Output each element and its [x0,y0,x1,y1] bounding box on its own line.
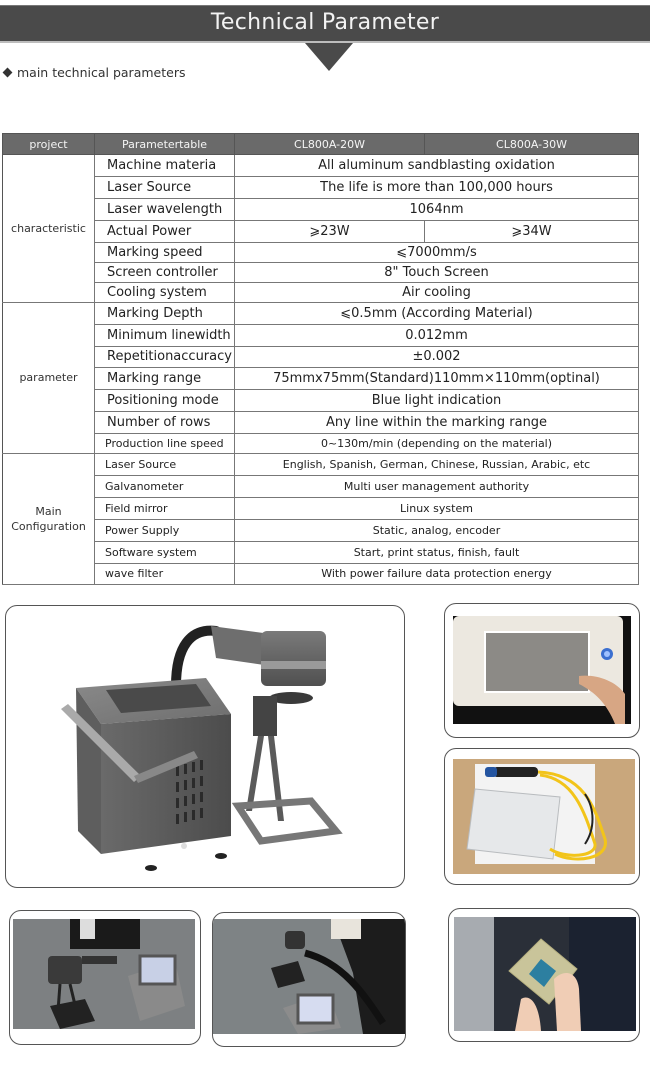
table-row [3,303,639,325]
row-value: Air cooling [235,283,639,303]
header-project: project [3,134,95,155]
row-label: Minimum linewidth [95,325,235,347]
spec-table [2,133,639,585]
row-label: Machine materia [95,155,235,177]
row-value: 0~130m/min (depending on the material) [235,433,639,453]
table-header-row [3,134,639,155]
row-label: Marking speed [95,243,235,263]
row-label: Production line speed [95,433,235,453]
row-value: ±0.002 [235,346,639,368]
row-label: Galvanometer [95,475,235,497]
table-row [3,453,639,475]
photo-chip-sample [448,908,640,1042]
diamond-icon [3,68,13,78]
row-label: Power Supply [95,519,235,541]
row-value: All aluminum sandblasting oxidation [235,155,639,177]
photo-laser-source [444,748,640,885]
touch-screen-illustration [445,604,640,738]
table-row [3,563,639,585]
group-main-configuration: Main Configuration [3,453,95,585]
group-characteristic: characteristic [3,155,95,303]
row-value: 8" Touch Screen [235,263,639,283]
row-value: Static, analog, encoder [235,519,639,541]
row-label: Laser wavelength [95,199,235,221]
row-value: ⩽7000mm/s [235,243,639,263]
row-label: Cooling system [95,283,235,303]
row-value: Linux system [235,497,639,519]
row-label: Field mirror [95,497,235,519]
row-label: wave filter [95,563,235,585]
table-row [3,390,639,412]
header-parameter: Parametertable [95,134,235,155]
chip-sample-illustration [449,909,640,1042]
table-row [3,221,639,243]
section-subtitle [2,65,185,80]
row-value: Any line within the marking range [235,411,639,433]
row-value: Blue light indication [235,390,639,412]
table-row [3,325,639,347]
row-label: Laser Source [95,453,235,475]
table-row [3,497,639,519]
row-value: 0.012mm [235,325,639,347]
table-row [3,263,639,283]
row-label: Actual Power [95,221,235,243]
table-row [3,177,639,199]
row-value: Multi user management authority [235,475,639,497]
banner-arrow-icon [305,43,353,71]
row-label: Number of rows [95,411,235,433]
row-label: Software system [95,541,235,563]
table-row [3,155,639,177]
header-30w: CL800A-30W [425,134,639,155]
row-label: Repetitionaccuracy [95,346,235,368]
laser-source-illustration [445,749,640,885]
table-row [3,411,639,433]
row-value-20w: ⩾23W [235,221,425,243]
table-row [3,541,639,563]
row-value: Start, print status, finish, fault [235,541,639,563]
row-value: 75mmx75mm(Standard)110mm×110mm(optinal) [235,368,639,390]
table-row [3,519,639,541]
table-row [3,346,639,368]
page-title: Technical Parameter [210,10,440,35]
photo-usage-1 [9,910,201,1045]
row-value-30w: ⩾34W [425,221,639,243]
usage-scene-2-illustration [213,913,406,1047]
row-value: The life is more than 100,000 hours [235,177,639,199]
table-row [3,433,639,453]
table-row [3,368,639,390]
usage-scene-1-illustration [10,911,201,1045]
row-value: English, Spanish, German, Chinese, Russian, Arabic, etc [235,453,639,475]
table-row [3,243,639,263]
row-label: Screen controller [95,263,235,283]
header-20w: CL800A-20W [235,134,425,155]
row-label: Laser Source [95,177,235,199]
laser-machine-illustration [6,606,405,888]
photo-main-machine [5,605,405,888]
photo-touch-screen [444,603,640,738]
row-value: With power failure data protection energy [235,563,639,585]
row-value: ⩽0.5mm (According Material) [235,303,639,325]
row-label: Marking Depth [95,303,235,325]
subtitle-text: main technical parameters [17,65,186,80]
table-row [3,283,639,303]
photo-usage-2 [212,912,406,1047]
row-label: Marking range [95,368,235,390]
table-row [3,199,639,221]
title-banner [0,5,650,43]
group-parameter: parameter [3,303,95,454]
row-value: 1064nm [235,199,639,221]
row-label: Positioning mode [95,390,235,412]
table-row [3,475,639,497]
